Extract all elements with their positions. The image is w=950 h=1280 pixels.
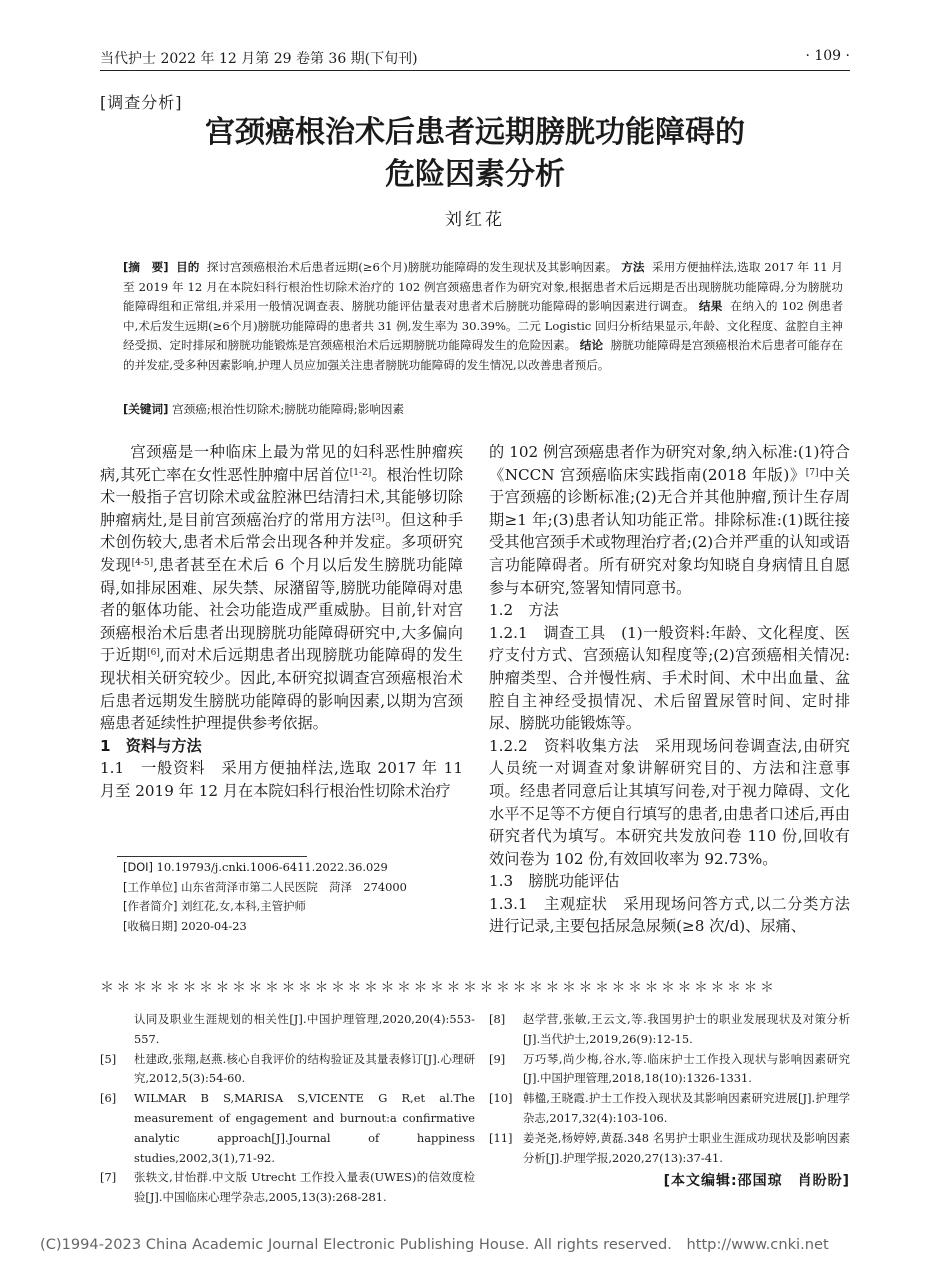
abstract-label: [摘 要] [123, 260, 169, 274]
title-line-1: 宫颈癌根治术后患者远期膀胱功能障碍的 [205, 115, 745, 150]
body-right-column [489, 441, 850, 938]
citation: [6] [147, 648, 160, 659]
reference-item: [11] 姜尧尧,杨婷婷,黄磊.348 名男护士职业生涯成功现状及影响因素分析[J].护理学报,2020,27(13):37-41. [489, 1130, 850, 1165]
article-divider: ＊＊＊＊＊＊＊＊＊＊＊＊＊＊＊＊＊＊＊＊＊＊＊＊＊＊＊＊＊＊＊＊＊＊＊＊＊＊＊＊＊ [100, 980, 777, 996]
section-tag: [调查分析] [100, 93, 183, 112]
heading-1-2-2: 1.2.2 资料收集方法 [489, 736, 640, 755]
criteria-paragraph: 的 102 例宫颈癌患者作为研究对象,纳入标准:(1)符合《NCCN 宫颈癌临床实践指南(2018 年版)》[7]中关于宫颈癌的诊断标准;(2)无合并其他肿瘤,预计生存周期≥1 年;(3)患者认知功能正常。排除标准:(1)既往接受其他宫颈手术或物理治疗者;(2)合并严重的认知或语言功能障碍者。所有研究对象均知晓自身病情且自愿参与本研究,签署知情同意书。 [489, 443, 851, 597]
reference-item: 认同及职业生涯规划的相关性[J].中国护理管理,2020,20(4):553-557. [134, 1012, 475, 1046]
reference-item: [6] WILMAR B S,MARISA S,VICENTE G R,et al.The measurement of engagement and burnout:a confirmative analytic approach[J].Journal of happiness studies,2002,3(1),71-92. [100, 1091, 475, 1165]
heading-1-1: 1.1 一般资料 [100, 759, 206, 778]
heading-1-2-1: 1.2.1 调查工具 [489, 623, 606, 642]
citation: [3] [371, 512, 385, 523]
reference-item: [5] 杜建政,张翔,赵燕.核心自我评价的结构验证及其量表修订[J].心理研究,2012,5(3):54-60. [100, 1051, 475, 1086]
editor-note: [本文编辑:邵国琼 肖盼盼] [663, 1173, 850, 1189]
heading-1: 1 资料与方法 [100, 736, 202, 755]
citation: [1-2] [349, 467, 372, 478]
citation: [7] [805, 467, 819, 478]
header-rule [100, 70, 850, 71]
reference-item: [10] 韩楹,王晓霞.护士工作投入现状及其影响因素研究进展[J].护理学杂志,2017,32(4):103-106. [489, 1091, 850, 1125]
intro-paragraph: 宫颈癌是一种临床上最为常见的妇科恶性肿瘤疾病,其死亡率在女性恶性肿瘤中居首位[1-2]。根治性切除术一般指子宫切除术或盆腔淋巴结清扫术,其能够切除肿瘤病灶,是目前宫颈癌治疗的常用方法[3]。但这种手术创伤较大,患者术后常会出现各种并发症。多项研究发现[4-5],患者甚至在术后 6 个月以后发生膀胱功能障碍,如排尿困难、尿失禁、尿潴留等,膀胱功能障碍对患者的躯体功能、社会功能造成严重威胁。目前,针对宫颈癌根治术后患者出现膀胱功能障碍研究中,大多偏向于近期[6],而对术后远期患者出现膀胱功能障碍的发生现状相关研究较少。因此,本研究拟调查宫颈癌根治术后患者远期发生膀胱功能障碍的影响因素,以期为宫颈癌患者延续性护理提供参考依据。 [100, 443, 464, 733]
footnote-rule [117, 856, 307, 857]
footnote-unit: [工作单位] 山东省菏泽市第二人民医院 菏泽 274000 [123, 879, 407, 894]
method-label: 方法 [621, 260, 645, 274]
footnote-received: [收稿日期] 2020-04-23 [123, 918, 247, 933]
article-title [100, 112, 850, 196]
reference-item: [7] 张轶文,甘怡群.中文版 Utrecht 工作投入量表(UWES)的信效度检验[J].中国临床心理学杂志,2005,13(3):268-281. [100, 1170, 475, 1205]
keywords-text: 宫颈癌;根治性切除术;膀胱功能障碍;影响因素 [172, 402, 405, 416]
author: 刘红花 [445, 210, 505, 230]
section-1-3-1: 1.3.1 主观症状 采用现场问答方式,以二分类方法进行记录,主要包括尿急尿频(≥8 次/d)、尿痛、 [489, 894, 850, 936]
keywords-label: [关键词] [123, 402, 169, 416]
conclusion-label: 结论 [579, 338, 604, 352]
abstract [123, 258, 843, 375]
body-left-column [100, 441, 463, 803]
section-1-1: 1.1 一般资料 采用方便抽样法,选取 2017 年 11 月至 2019 年 12 月在本院妇科行根治性切除术治疗 [100, 759, 463, 800]
section-1-2-1: 1.2.1 调查工具 (1)一般资料:年龄、文化程度、医疗支付方式、宫颈癌认知程度等;(2)宫颈癌相关情况:肿瘤类型、合并慢性病、手术时间、术中出血量、盆腔自主神经受损情况、术后留置尿管时间、定时排尿、膀胱功能锻炼等。 [489, 623, 850, 733]
copyright-notice: (C)1994-2023 China Academic Journal Electronic Publishing House. All rights reserved. http://www.cnki.net [40, 1236, 829, 1253]
conclusion-text: 膀胱功能障碍是宫颈癌根治术后患者可能存在的并发症,受多种因素影响,护理人员应加强关注患者膀胱功能障碍的发生情况,以改善患者预后。 [123, 338, 843, 372]
objective-label: 目的 [176, 260, 200, 274]
method-text: 采用方便抽样法,选取 2017 年 11 月至 2019 年 12 月在本院妇科行根治性切除术治疗的 102 例宫颈癌患者作为研究对象,根据患者术后远期是否出现膀胱功能障碍,分为膀胱功能障碍组和正常组,并采用一般情况调查表、膀胱功能评估量表对患者术后膀胱功能障碍的影响因素进行调查。 [123, 260, 843, 313]
title-line-2: 危险因素分析 [385, 157, 565, 192]
footnote-doi: [DOI] 10.19793/j.cnki.1006-6411.2022.36.029 [123, 860, 388, 874]
heading-1-2: 1.2 方法 [489, 601, 559, 620]
references-left [100, 1010, 475, 1208]
keywords [123, 400, 843, 419]
objective-text: 探讨宫颈癌根治术后患者远期(≥6个月)膀胱功能障碍的发生现状及其影响因素。 [206, 260, 618, 274]
reference-item: [9] 万巧琴,尚少梅,谷水,等.临床护士工作投入现状与影响因素研究[J].中国护理管理,2018,18(10):1326-1331. [489, 1051, 850, 1086]
footnote-author: [作者简介] 刘红花,女,本科,主管护师 [123, 899, 306, 913]
citation: [4-5] [131, 557, 154, 568]
result-label: 结果 [698, 299, 723, 313]
heading-1-3: 1.3 膀胱功能评估 [489, 872, 620, 891]
footnotes [123, 858, 483, 936]
running-header [100, 48, 850, 68]
reference-item: [8] 赵学营,张敏,王云文,等.我国男护士的职业发展现状及对策分析[J].当代护士,2019,26(9):12-15. [489, 1012, 850, 1046]
heading-1-3-1: 1.3.1 主观症状 [489, 894, 608, 913]
section-1-2-2: 1.2.2 资料收集方法 采用现场问卷调查法,由研究人员统一对调查对象讲解研究目的、方法和注意事项。经患者同意后让其填写问卷,对于视力障碍、文化水平不足等不方便自行填写的患者,由患者口述后,再由研究者代为填写。本研究共发放问卷 110 份,回收有效问卷为 102 份,有效回收率为 92.73%。 [489, 736, 850, 868]
result-text: 在纳入的 102 例患者中,术后发生远期(≥6个月)膀胱功能障碍的患者共 31 例,发生率为 30.39%。二元 Logistic 回归分析结果显示,年龄、文化程度、盆腔自主神经受损、定时排尿和膀胱功能锻炼是宫颈癌根治术后远期膀胱功能障碍发生的危险因素。 [123, 299, 843, 352]
journal-info: 当代护士 2022 年 12 月第 29 卷第 36 期(下旬刊) [100, 51, 418, 67]
page-number: · 109 · [805, 48, 850, 64]
references-right [489, 1010, 850, 1168]
